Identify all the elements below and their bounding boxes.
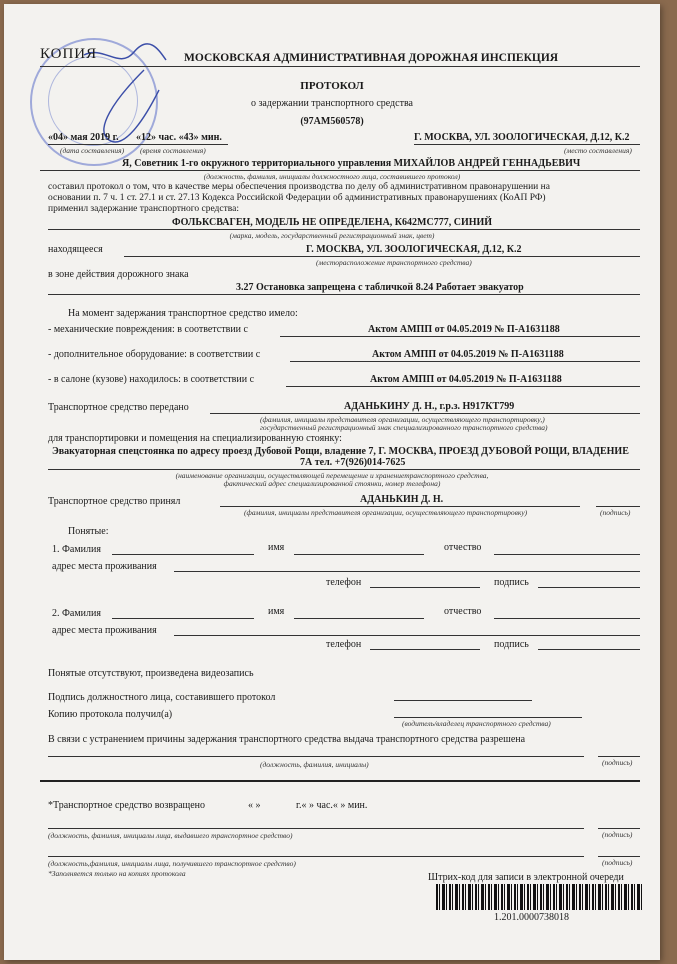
receiver-field[interactable] (48, 856, 584, 857)
equipment-act: Актом АМПП от 04.05.2019 № П-А1631188 (372, 349, 564, 360)
witness-1-patronymic-field[interactable] (494, 554, 640, 555)
kopia-label: КОПИЯ (40, 46, 98, 62)
body-line-1: составил протокол о том, что в качестве меры обеспечения производства по делу об административном правонарушении на (48, 182, 550, 192)
vehicle-details: ФОЛЬКСВАГЕН, МОДЕЛЬ НЕ ОПРЕДЕЛЕНА, К642МС777, СИНИЙ (171, 217, 493, 228)
transfer-for: для транспортировки и помещения на специализированную стоянку: (48, 433, 342, 444)
doc-subtitle: о задержании транспортного средства (250, 98, 413, 109)
barcode (436, 884, 644, 910)
release-text: В связи с устранением причины задержания транспортного средства выдача транспортного средства разрешена (48, 734, 526, 745)
official-signature-label: Подпись должностного лица, составившего протокол (48, 692, 276, 703)
witnesses-title: Понятые: (68, 526, 109, 537)
witness-2-phone-field[interactable] (370, 649, 480, 650)
issuer-signature-field[interactable] (598, 828, 640, 829)
sign-zone-label: в зоне действия дорожного знака (48, 269, 189, 280)
transfer-recipient: АДАНЬКИНУ Д. Н., г.р.з. Н917КТ799 (344, 401, 515, 412)
location-label: находящееся (48, 244, 103, 255)
witness-2-address-field[interactable] (174, 635, 640, 636)
witness-1-address-field[interactable] (174, 571, 640, 572)
vehicle-location: Г. МОСКВА, УЛ. ЗООЛОГИЧЕСКАЯ, Д.12, К.2 (306, 244, 522, 255)
witness-2-name-field[interactable] (294, 618, 424, 619)
condition-intro: На момент задержания транспортное средство имело: (68, 308, 298, 319)
equipment-label: - дополнительное оборудование: в соответствии с (48, 349, 261, 360)
witness-1-surname-label: 1. Фамилия (52, 544, 101, 555)
protocol-page: КОПИЯ МОСКОВСКАЯ АДМИНИСТРАТИВНАЯ ДОРОЖНАЯ ИНСПЕКЦИЯ ПРОТОКОЛ о задержании транспортного средства (97АМ560578) «04» мая 2019 г. «12» час. «43» мин. Г. МОСКВА, УЛ. ЗООЛОГИЧЕСКАЯ, Д.12, К.2 (дата составления) (время составления) (место составления) Я, Советник 1-го окружного территориального управления МИХАЙЛОВ АНДРЕЙ ГЕННАДЬЕВИЧ (должность, фамилия, инициалы должностного лица, составившего протокол) составил протокол о том, что в качестве меры обеспечения производства по делу об административном правонарушении на основании п. 7 ч. 1 ст. 27.1 и ст. 27.13 Кодекса Российской Федерации об административных правонарушениях (КоАП РФ) применил задержание транспортного средства: ФОЛЬКСВАГЕН, МОДЕЛЬ НЕ ОПРЕДЕЛЕНА, К642МС777, СИНИЙ (марка, модель, государственный регистрационный знак, цвет) находящееся Г. МОСКВА, УЛ. ЗООЛОГИЧЕСКАЯ, Д.12, К.2 (месторасположение транспортного средства) в зоне действия дорожного знака 3.27 Остановка запрещена с табличкой 8.24 Работает эвакуатор На момент задержания транспортное средство имело: - механические повреждения: в соответствии с Актом АМПП от 04.05.2019 № П-А1631188 - дополнительное оборудование: в соответствии с Актом АМПП от 04.05.2019 № П-А1631188 - в салоне (кузове) находилось: в соответствии с Актом АМПП от 04.05.2019 № П-А1631188 Транспортное средство передано АДАНЬКИНУ Д. Н., г.р.з. Н917КТ799 (фамилия, инициалы представителя организации, осуществляющего транспортировку,) государственный регистрационный знак специализированного транспортного средства) для транспортировки и помещения на специализированную стоянку: Эвакуаторная спецстоянка по адресу проезд Дубовой Рощи, владение 7, Г. МОСКВА, ПРОЕЗД ДУБОВОЙ РОЩИ, ВЛАДЕНИЕ 7А тел. +7(926)014-7625 (наименование организации, осуществляющей перемещение и хранениетранспортного средства, фактический адрес специализированной стоянки, номер телефона) Транспортное средство принял АДАНЬКИН Д. Н. (фамилия, инициалы представителя организации, осуществляющего транспортировку) (подпись) Понятые: 1. Фамилия имя отчество адрес места проживания телефон подпись 2. Фамилия имя отчество адрес места проживания телефон подпись Понятые отсутствуют, произведена видеозапись Подпись должностного лица, составившего протокол Копию протокола получил(а) (водитель/владелец транспортного средства) В связи с устранением причины задержания транспортного средства выдача транспортного средства разрешена (должность, фамилия, инициалы) (подпись) *Транспортное средство возвращено « » г.« » час.« » мин. (должность, фамилия, инициалы лица, выдавшего транспортное средство) (подпись) (должность,фамилия, инициалы лица, получившего транспортное средство) (подпись) *Заполняется только на копиях протокола Штрих-код для записи в электронной очереди 1.201.0000738018 (4, 4, 660, 960)
returned-time: г.« » час.« » мин. (296, 800, 368, 811)
agency-name: МОСКОВСКАЯ АДМИНИСТРАТИВНАЯ ДОРОЖНАЯ ИНСПЕКЦИЯ (184, 52, 559, 64)
witness-1-surname-field[interactable] (112, 554, 254, 555)
section-divider (40, 780, 640, 782)
official-signature-field[interactable] (394, 700, 532, 701)
returned-label: *Транспортное средство возвращено (48, 800, 206, 811)
damage-label: - механические повреждения: в соответствии с (48, 324, 248, 335)
official-name: Я, Советник 1-го окружного территориального управления МИХАЙЛОВ АНДРЕЙ ГЕННАДЬЕВИЧ (122, 158, 581, 169)
barcode-number: 1.201.0000738018 (494, 912, 569, 923)
cabin-act: Актом АМПП от 04.05.2019 № П-А1631188 (370, 374, 562, 385)
witness-1-phone-field[interactable] (370, 587, 480, 588)
parking-line-2: 7А тел. +7(926)014-7625 (300, 457, 406, 468)
barcode-label: Штрих-код для записи в электронной очереди (428, 872, 624, 883)
witness-2-surname-field[interactable] (112, 618, 254, 619)
protocol-time: «12» час. «43» мин. (136, 132, 222, 143)
witness-2-surname-label: 2. Фамилия (52, 608, 101, 619)
cabin-label: - в салоне (кузове) находилось: в соответствии с (48, 374, 255, 385)
receiver-signature-field[interactable] (598, 856, 640, 857)
witnesses-absent: Понятые отсутствуют, произведена видеозапись (48, 668, 254, 679)
body-line-3: применил задержание транспортного средства: (48, 204, 239, 214)
copy-received-field[interactable] (394, 717, 582, 718)
footnote: *Заполняется только на копиях протокола (48, 869, 186, 878)
returned-date: « » (248, 800, 261, 811)
parking-line-1: Эвакуаторная спецстоянка по адресу проезд Дубовой Рощи, владение 7, Г. МОСКВА, ПРОЕЗД ДУБОВОЙ РОЩИ, ВЛАДЕНИЕ (52, 446, 629, 457)
release-signature-field[interactable] (598, 756, 640, 757)
issuer-field[interactable] (48, 828, 584, 829)
protocol-place: Г. МОСКВА, УЛ. ЗООЛОГИЧЕСКАЯ, Д.12, К.2 (414, 132, 630, 143)
witness-2-patronymic-field[interactable] (494, 618, 640, 619)
header-rule (40, 66, 640, 67)
witness-2-signature-field[interactable] (538, 649, 640, 650)
release-official-field[interactable] (48, 756, 584, 757)
road-sign: 3.27 Остановка запрещена с табличкой 8.24 Работает эвакуатор (236, 282, 524, 293)
doc-title: ПРОТОКОЛ (300, 80, 364, 92)
protocol-number: (97АМ560578) (300, 116, 364, 127)
witness-1-signature-field[interactable] (538, 587, 640, 588)
received-label: Транспортное средство принял (48, 496, 181, 507)
witness-1-name-field[interactable] (294, 554, 424, 555)
copy-received-label: Копию протокола получил(а) (48, 709, 173, 720)
transfer-label: Транспортное средство передано (48, 402, 189, 413)
protocol-date: «04» мая 2019 г. (48, 132, 119, 143)
body-line-2: основании п. 7 ч. 1 ст. 27.1 и ст. 27.13 Кодекса Российской Федерации об административных правонарушениях (КоАП РФ) (48, 193, 546, 203)
received-name: АДАНЬКИН Д. Н. (360, 494, 444, 505)
damage-act: Актом АМПП от 04.05.2019 № П-А1631188 (368, 324, 560, 335)
